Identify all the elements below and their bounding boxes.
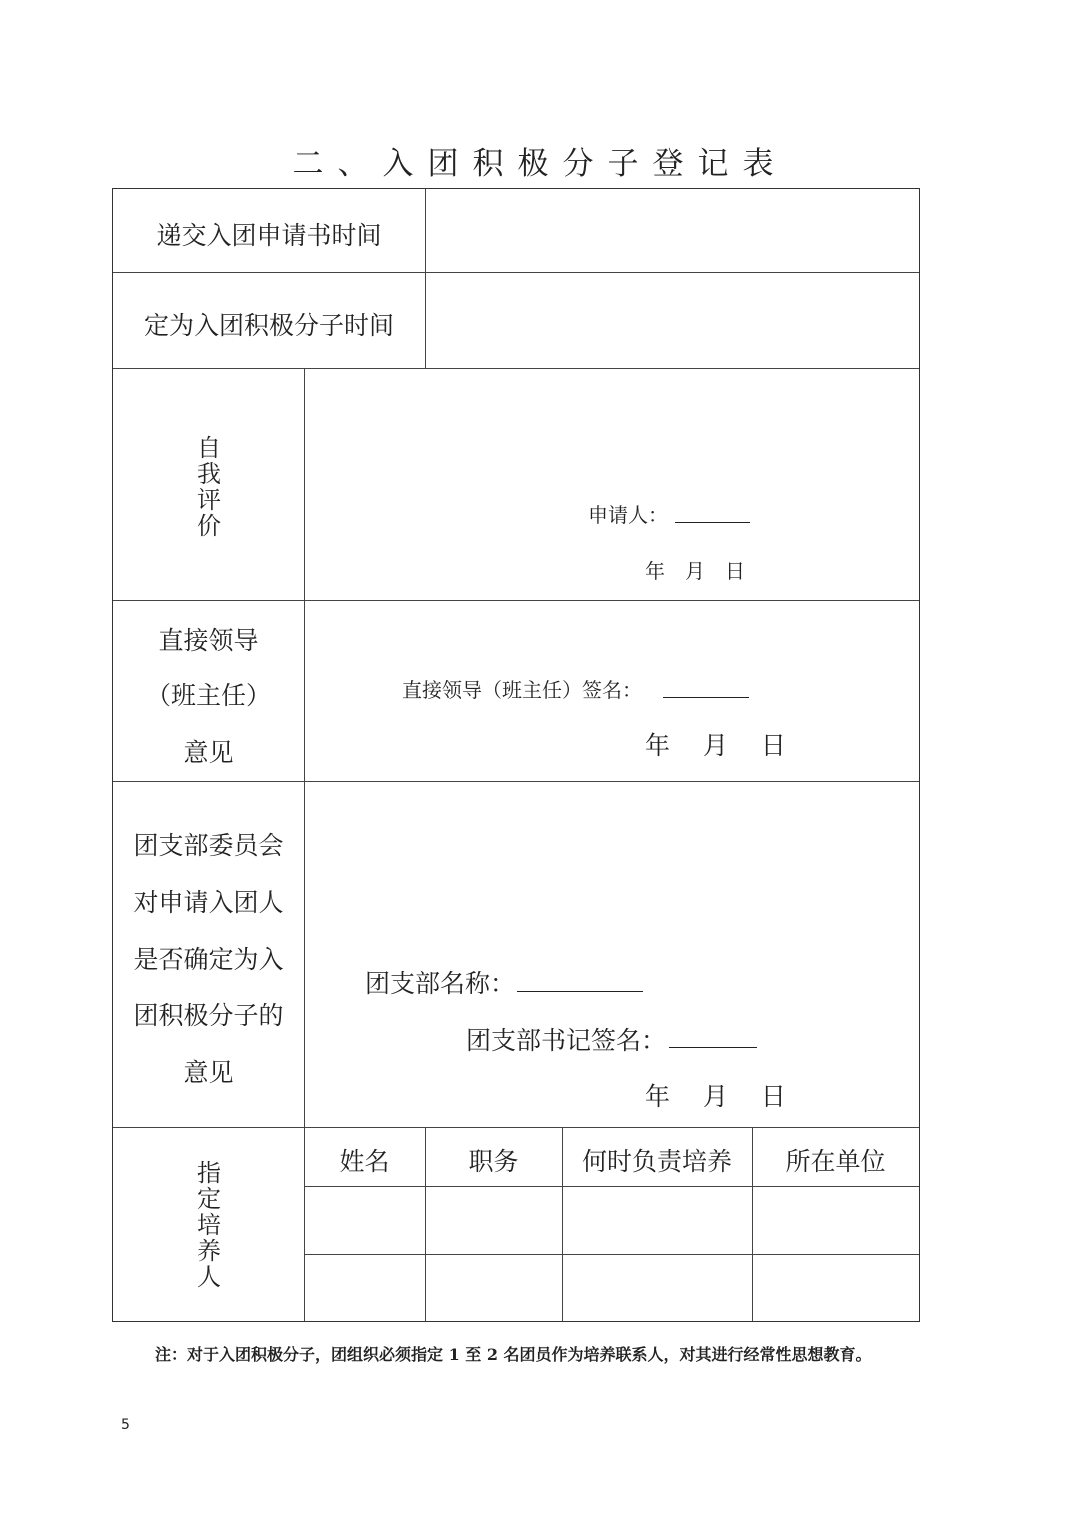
mentor-cell[interactable] xyxy=(306,1188,424,1252)
footnote: 注：对于入团积极分子，团组织必须指定 1 至 2 名团员作为培养联系人，对其进行经常性思想教育。 xyxy=(155,1345,872,1364)
mentor-cell[interactable] xyxy=(564,1188,751,1252)
applicant-label: 申请人： xyxy=(588,503,668,527)
activist-time-label: 定为入团积极分子时间 xyxy=(143,311,394,340)
branch-opinion-label-line3: 是否确定为入 xyxy=(133,945,284,974)
submit-time-field[interactable] xyxy=(427,191,917,271)
self-eval-text-area[interactable] xyxy=(307,372,917,492)
form-title: 二、入团积极分子登记表 xyxy=(292,146,788,182)
mentor-cell[interactable] xyxy=(427,1256,561,1320)
row-divider xyxy=(113,600,919,601)
branch-name-line[interactable] xyxy=(517,991,643,992)
row-divider xyxy=(113,781,919,782)
branch-name-label: 团支部名称： xyxy=(365,969,516,998)
mentor-cell[interactable] xyxy=(427,1188,561,1252)
branch-opinion-label-line5: 意见 xyxy=(183,1058,234,1087)
secretary-signature-label: 团支部书记签名： xyxy=(466,1026,667,1055)
leader-signature-label: 直接领导（班主任）签名： xyxy=(402,678,642,702)
leader-opinion-date: 年 月 日 xyxy=(645,731,786,760)
applicant-signature-line[interactable] xyxy=(675,522,750,523)
mentor-cell[interactable] xyxy=(564,1256,751,1320)
mentor-header-position: 职务 xyxy=(468,1147,519,1176)
row-divider xyxy=(113,272,919,273)
page-number: 5 xyxy=(121,1417,130,1433)
leader-signature-line[interactable] xyxy=(663,697,749,698)
leader-opinion-label-line2: （班主任） xyxy=(145,681,271,710)
branch-opinion-label-line4: 团积极分子的 xyxy=(133,1001,284,1030)
mentor-header-unit: 所在单位 xyxy=(785,1147,886,1176)
mentor-cell[interactable] xyxy=(306,1256,424,1320)
col-divider xyxy=(425,189,426,368)
mentor-row-divider xyxy=(304,1186,919,1187)
leader-opinion-label-line3: 意见 xyxy=(183,738,234,767)
branch-opinion-label-line2: 对申请入团人 xyxy=(133,888,284,917)
secretary-signature-line[interactable] xyxy=(669,1047,757,1048)
self-eval-label: 自 我 评 价 xyxy=(197,434,221,540)
registration-form-table xyxy=(112,188,920,1322)
activist-time-field[interactable] xyxy=(427,275,917,367)
mentor-row-divider xyxy=(304,1254,919,1255)
branch-opinion-date: 年 月 日 xyxy=(645,1082,786,1111)
row-divider xyxy=(113,1127,919,1128)
mentor-header-time: 何时负责培养 xyxy=(581,1147,732,1176)
submit-time-label: 递交入团申请书时间 xyxy=(156,221,382,250)
row-divider xyxy=(113,368,919,369)
mentor-header-name: 姓名 xyxy=(339,1147,390,1176)
leader-opinion-label-line1: 直接领导 xyxy=(158,626,259,655)
mentor-cell[interactable] xyxy=(754,1256,918,1320)
col-divider xyxy=(304,368,305,1321)
branch-opinion-label-line1: 团支部委员会 xyxy=(133,831,284,860)
self-eval-date: 年 月 日 xyxy=(645,559,745,583)
mentor-cell[interactable] xyxy=(754,1188,918,1252)
mentor-label: 指 定 培 养 人 xyxy=(197,1159,221,1291)
